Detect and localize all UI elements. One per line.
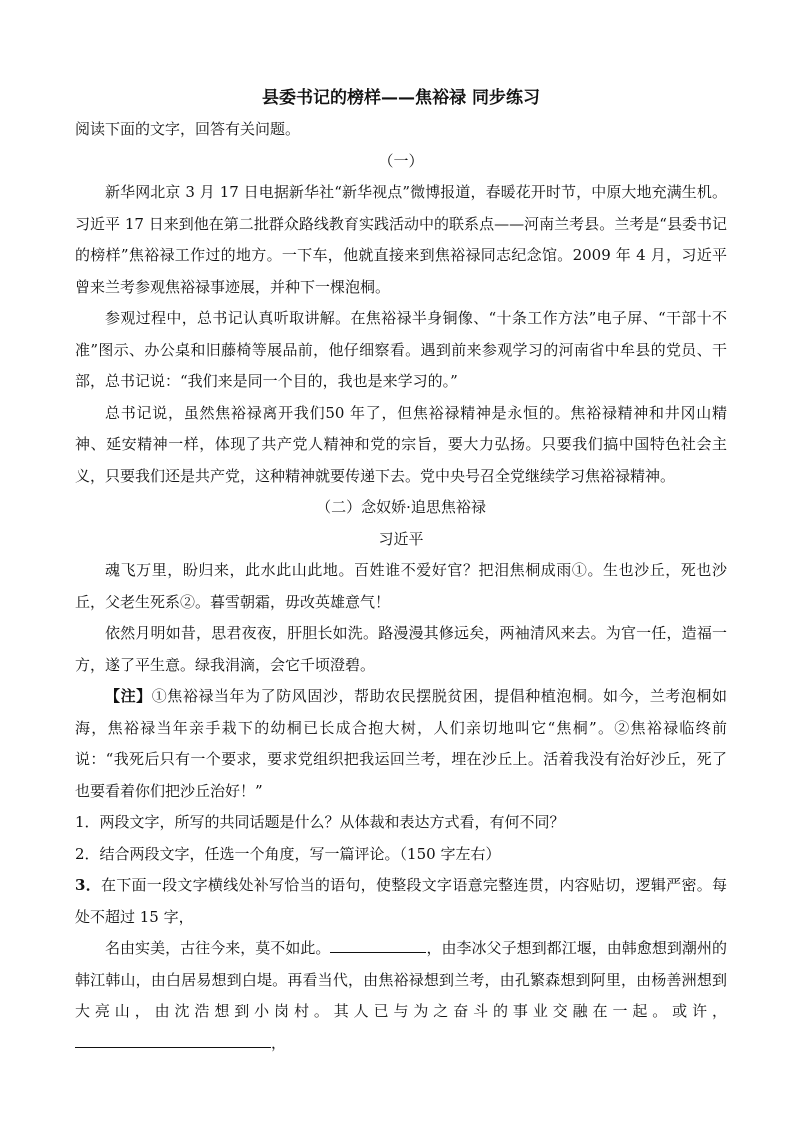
section1-paragraph: 新华网北京 3 月 17 日电据新华社“新华视点”微博报道，春暖花开时节，中原大地充满生机。习近平 17 日来到他在第二批群众路线教育实践活动中的联系点——河南兰考县。兰考是“县委书记的榜样”焦裕禄工作过的地方。一下车，他就直接来到焦裕禄同志纪念馆。2009 年 4 月，习近平曾来兰考参观焦裕禄事迹展，并种下一棵泡桐。 xyxy=(75,183,727,296)
question-number: 2． xyxy=(75,844,100,863)
section2-heading: （二）念奴娇·追思焦裕禄 xyxy=(316,498,486,516)
q3-passage xyxy=(75,933,727,1059)
document-page xyxy=(75,82,727,1059)
answer-blank-1[interactable] xyxy=(330,934,426,953)
question-number: 3． xyxy=(75,876,101,894)
question-number: 1． xyxy=(75,813,100,831)
poem-author: 习近平 xyxy=(378,529,424,548)
question-1 xyxy=(75,807,727,839)
section1-paragraph: 参观过程中，总书记认真听取讲解。在焦裕禄半身铜像、“十条工作方法”电子屏、“干部十不准”图示、办公桌和旧藤椅等展品前，他仔细察看。遇到前来参观学习的河南省中牟县的党员、干部，总书记说：“我们来是同一个目的，我也是来学习的。” xyxy=(75,309,727,390)
question-3 xyxy=(75,870,727,933)
note-text: ①焦裕禄当年为了防风固沙，帮助农民摆脱贫困，提倡种植泡桐。如今，兰考泡桐如海，焦裕禄当年亲手栽下的幼桐已长成合抱大树，人们亲切地叫它“焦桐”。②焦裕禄临终前说：“我死后只有一个要求，要求党组织把我运回兰考，埋在沙丘上。活着我没有治好沙丘，死了也要看着你们把沙丘治好！” xyxy=(75,687,727,800)
question-2 xyxy=(75,839,727,871)
answer-blank-2[interactable] xyxy=(75,1029,271,1048)
section1-paragraph: 总书记说，虽然焦裕禄离开我们50 年了，但焦裕禄精神是永恒的。焦裕禄精神和井冈山精神、延安精神一样，体现了共产党人精神和党的宗旨，要大力弘扬。只要我们搞中国特色社会主义，只要我们还是共产党，这种精神就要传递下去。党中央号召全党继续学习焦裕禄精神。 xyxy=(75,403,727,485)
q3-passage-part1: 名由实美，古往今来，莫不如此。 xyxy=(105,939,331,957)
q3-passage-part3: ， xyxy=(271,1033,287,1052)
page-title: 县委书记的榜样——焦裕禄 同步练习 xyxy=(262,88,540,108)
poem-stanza: 魂飞万里，盼归来，此水此山此地。百姓谁不爱好官？把泪焦桐成雨①。生也沙丘，死也沙丘，父老生死系②。暮雪朝霜，毋改英雄意气！ xyxy=(75,561,727,611)
intro-text: 阅读下面的文字，回答有关问题。 xyxy=(75,120,301,138)
question-text: 两段文字，所写的共同话题是什么？从体裁和表达方式看，有何不同？ xyxy=(99,813,565,831)
note-paragraph xyxy=(75,681,727,807)
note-label: 【注】 xyxy=(105,687,152,705)
question-text: 在下面一段文字横线处补写恰当的语句，使整段文字语意完整连贯，内容贴切，逻辑严密。每处不超过 15 字， xyxy=(75,876,728,926)
q3-passage-part2: ，由李冰父子想到都江堰，由韩愈想到潮州的韩江韩山，由白居易想到白堤。再看当代，由焦裕禄想到兰考，由孔繁森想到阿里，由杨善洲想到大亮山，由沈浩想到小岗村。其人已与为之奋斗的事业交融在一起。或许， xyxy=(75,939,727,1020)
poem-stanza: 依然月明如昔，思君夜夜，肝胆长如洗。路漫漫其修远矣，两袖清风来去。为官一任，造福一方，遂了平生意。绿我涓滴，会它千顷澄碧。 xyxy=(75,624,727,674)
question-text: 结合两段文字，任选一个角度，写一篇评论。（150 字左右） xyxy=(99,844,501,863)
section1-heading: （一） xyxy=(378,151,424,170)
